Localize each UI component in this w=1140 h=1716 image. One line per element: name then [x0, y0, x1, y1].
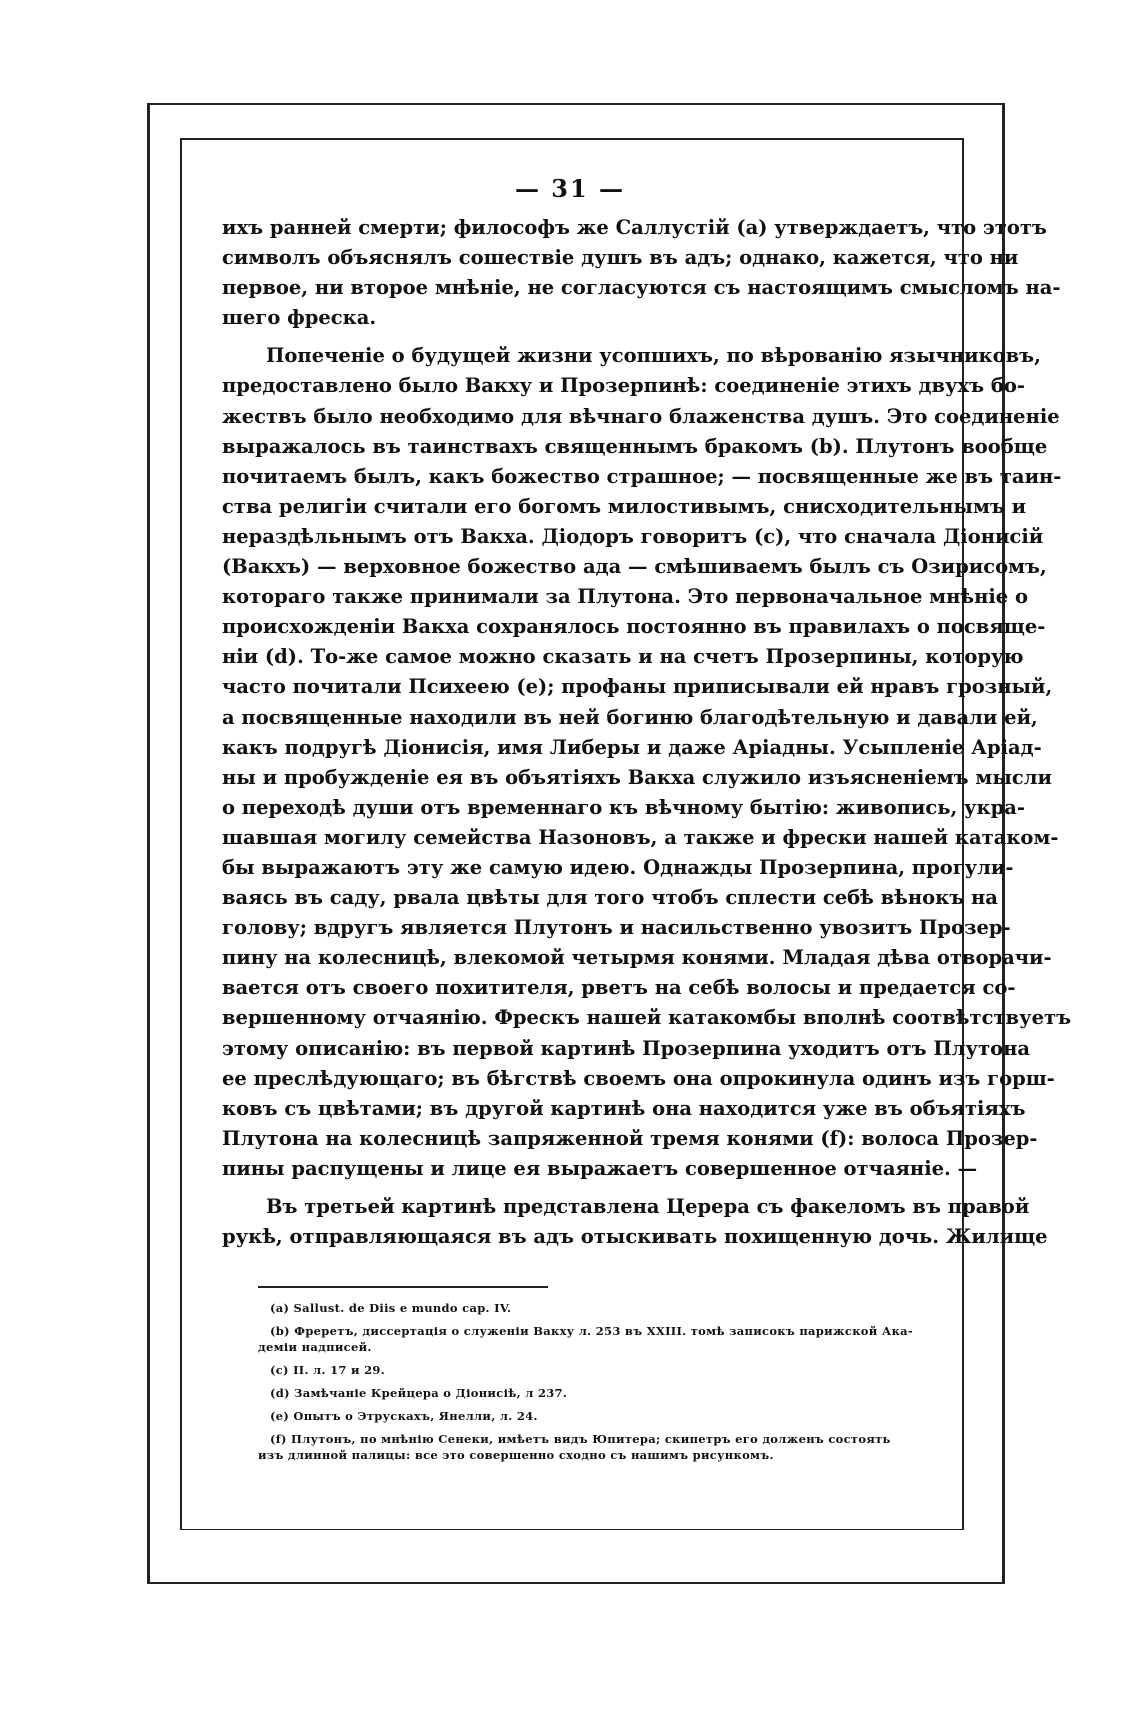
- text-line: ніи (d). То-же самое можно сказать и на счетъ Прозерпины, которую: [222, 645, 1024, 669]
- text-line: ее преслѣдующаго; въ бѣгствѣ своемъ она опрокинула одинъ изъ горш-: [222, 1066, 1055, 1090]
- text-line: ковъ съ цвѣтами; въ другой картинѣ она находится уже въ объятіяхъ: [222, 1096, 1026, 1120]
- page-number: — 31 —: [514, 174, 626, 203]
- footnote: [270, 1385, 922, 1401]
- text-line: рукѣ, отправляющаяся въ адъ отыскивать похищенную дочь. Жилище: [222, 1225, 1048, 1249]
- text-line: Попеченіе о будущей жизни усопшихъ, по вѣрованію язычниковъ,: [266, 344, 1041, 368]
- footnote: [270, 1300, 922, 1316]
- text-line: вершенному отчаянію. Фрескъ нашей катакомбы вполнѣ соотвѣтствуетъ: [222, 1006, 1072, 1030]
- text-line: первое, ни второе мнѣніе, не согласуются съ настоящимъ смысломъ на-: [222, 276, 1061, 300]
- footnote-divider: [258, 1286, 548, 1288]
- text-line: выражалось въ таинствахъ священнымъ бракомъ (b). Плутонъ вообще: [222, 434, 1048, 458]
- text-line: (Вакхъ) — верховное божество ада — смѣшиваемъ былъ съ Озирисомъ,: [222, 555, 1047, 579]
- text-line: пины распущены и лице ея выражаетъ совершенное отчаяніе. —: [222, 1156, 978, 1180]
- footnote: [270, 1362, 922, 1378]
- text-line: символъ объяснялъ сошествіе душъ въ адъ; однако, кажется, что ни: [222, 246, 1019, 270]
- body-text: [222, 213, 1072, 1252]
- footnote-text: (c) II. л. 17 и 29.: [270, 1363, 386, 1377]
- text-line: жествъ было необходимо для вѣчнаго блаженства душъ. Это соединеніе: [222, 404, 1060, 428]
- text-line: происхожденіи Вакха сохранялось постоянно въ правилахъ о посвяще-: [222, 615, 1046, 639]
- text-line: часто почитали Психеею (е); профаны приписывали ей нравъ грозный,: [222, 675, 1053, 699]
- text-line: голову; вдругъ является Плутонъ и насильственно увозитъ Прозер-: [222, 916, 1011, 940]
- text-line: а посвященные находили въ ней богиню благодѣтельную и давали ей,: [222, 705, 1038, 729]
- text-line: бы выражаютъ эту же самую идею. Однажды Прозерпина, прогули-: [222, 855, 1014, 879]
- text-line: какъ подругѣ Діонисія, имя Либеры и даже Аріадны. Усыпленіе Аріад-: [222, 735, 1042, 759]
- footnote: [258, 1323, 922, 1355]
- text-line: о переходѣ души отъ временнаго къ вѣчному бытію: живопись, укра-: [222, 795, 1025, 819]
- text-line: нераздѣльнымъ отъ Вакха. Діодоръ говоритъ (с), что сначала Діонисій: [222, 524, 1044, 548]
- footnote: [258, 1431, 922, 1463]
- text-line: шавшая могилу семейства Назоновъ, а также и фрески нашей катаком-: [222, 825, 1059, 849]
- text-line: ваясь въ саду, рвала цвѣты для того чтобъ сплести себѣ вѣнокъ на: [222, 886, 998, 910]
- text-line: Плутона на колесницѣ запряженной тремя конями (f): волоса Прозер-: [222, 1126, 1038, 1150]
- text-line: предоставлено было Вакху и Прозерпинѣ: соединеніе этихъ двухъ бо-: [222, 374, 1025, 398]
- text-line: ства религіи считали его богомъ милостивымъ, снисходительнымъ и: [222, 494, 1027, 518]
- footnotes: [258, 1300, 922, 1470]
- footnote-continuation: изъ длинной палицы: все это совершенно сходно съ нашимъ рисункомъ.: [258, 1448, 774, 1462]
- footnote-text: (f) Плутонъ, по мнѣнію Сенеки, имѣетъ видъ Юпитера; скипетръ его долженъ состоять: [270, 1432, 891, 1446]
- footnote-text: (b) Фреретъ, диссертація о служеніи Вакху л. 253 въ XXIII. томѣ записокъ парижской Ака-: [270, 1324, 913, 1338]
- paragraph: [222, 213, 1061, 333]
- text-line: ны и пробужденіе ея въ объятіяхъ Вакха служило изъясненіемъ мысли: [222, 765, 1052, 789]
- text-line: почитаемъ былъ, какъ божество страшное; — посвященные же въ таин-: [222, 464, 1062, 488]
- footnote: [270, 1408, 922, 1424]
- text-line: Въ третьей картинѣ представлена Церера съ факеломъ въ правой: [266, 1195, 1030, 1218]
- text-line: этому описанію: въ первой картинѣ Прозерпина уходитъ отъ Плутона: [222, 1036, 1031, 1060]
- text-line: вается отъ своего похитителя, рветъ на себѣ волосы и предается со-: [222, 976, 1016, 1000]
- text-line: шего фреска.: [222, 306, 377, 330]
- text-line: ихъ ранней смерти; философъ же Саллустій (а) утверждаетъ, что этотъ: [222, 216, 1047, 239]
- footnote-text: (a) Sallust. de Diis e mundo cap. IV.: [270, 1301, 512, 1315]
- footnote-text: (e) Опытъ о Этрускахъ, Янелли, л. 24.: [270, 1409, 538, 1423]
- text-line: котораго также принимали за Плутона. Это первоначальное мнѣніе о: [222, 585, 1028, 609]
- paragraph: [222, 341, 1072, 1184]
- footnote-text: (d) Замѣчаніе Крейцера о Діонисіѣ, л 237.: [270, 1386, 568, 1400]
- footnote-continuation: деміи надписей.: [258, 1340, 372, 1354]
- text-line: пину на колесницѣ, влекомой четырмя конями. Младая дѣва отворачи-: [222, 946, 1052, 970]
- paragraph: [222, 1192, 1048, 1252]
